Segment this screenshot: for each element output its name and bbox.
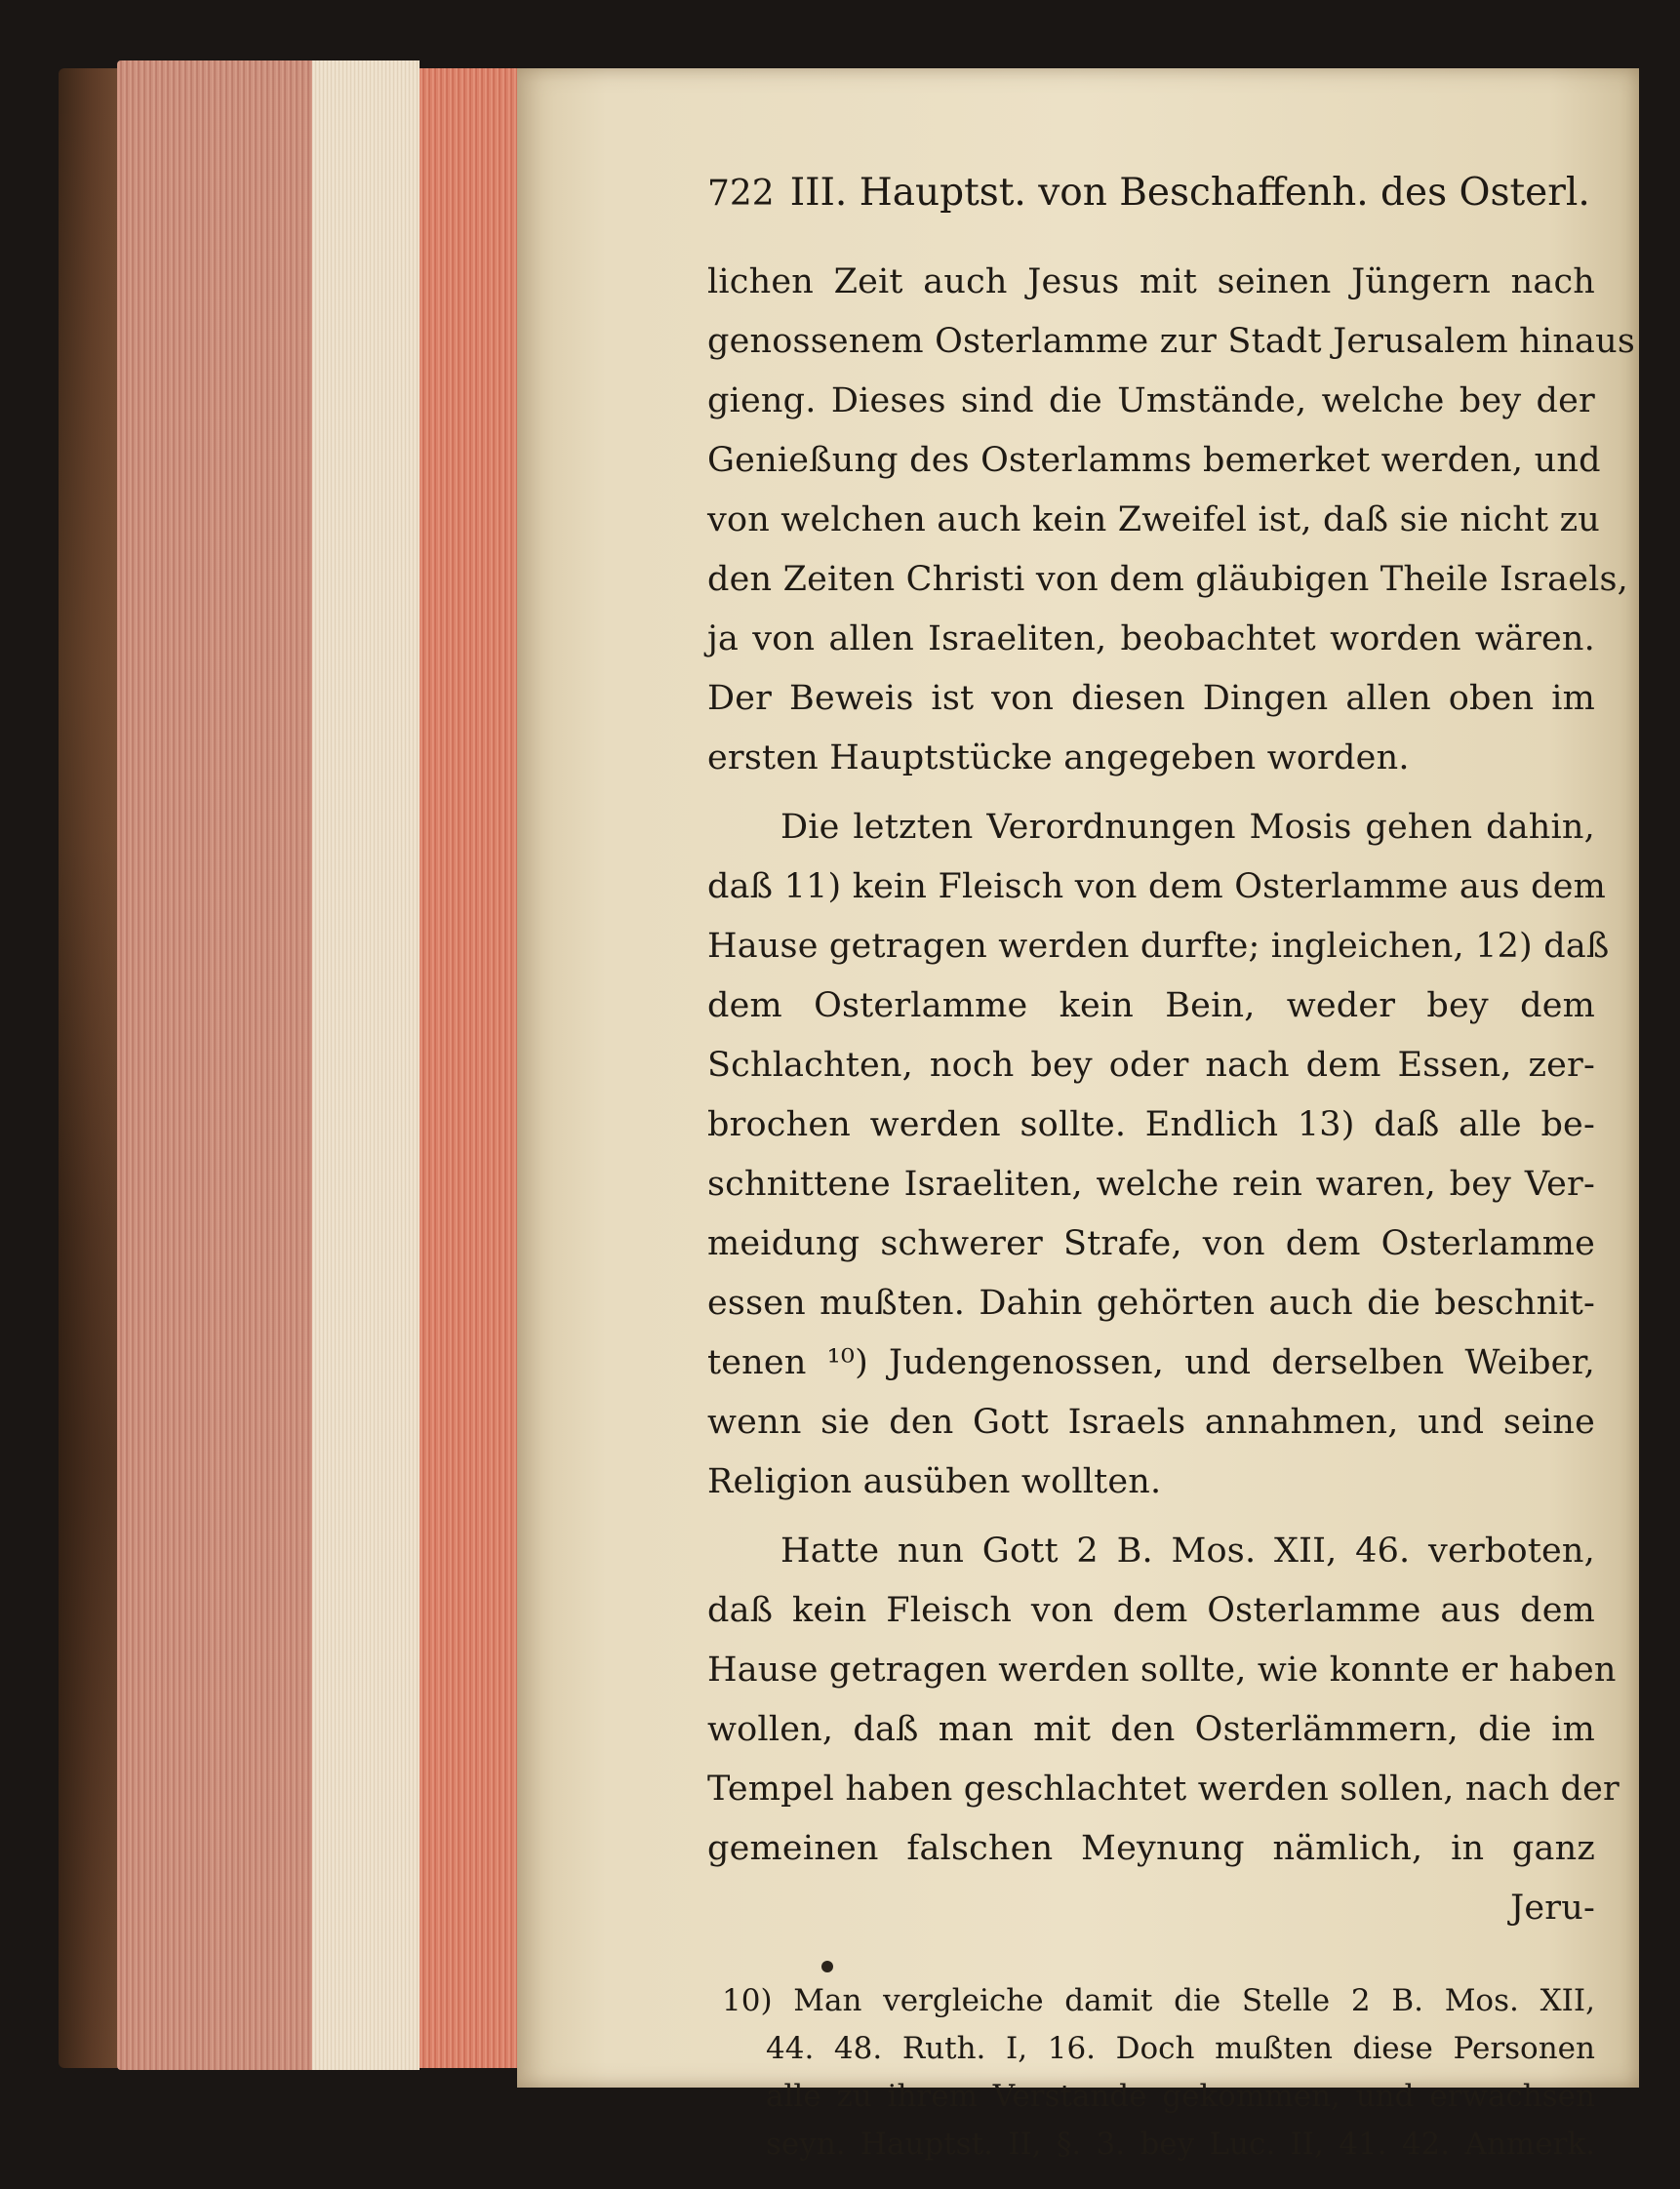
body-text — [707, 253, 1636, 1938]
text-line: Tempel haben geschlachtet werden sollen, nach der — [707, 1770, 1620, 1809]
page-edges — [420, 68, 527, 2068]
text-line: brochen werden sollte. Endlich 13) daß alle be- — [707, 1105, 1595, 1144]
text-line: Schlachten, noch bey oder nach dem Essen, zer- — [707, 1046, 1595, 1085]
text-line: dem Osterlamme kein Bein, weder bey dem — [707, 986, 1595, 1025]
catchword: Jeru- — [1510, 1889, 1595, 1928]
text-line: ersten Hauptstücke angegeben worden. — [707, 738, 1410, 777]
footnote-line: seyn. Hauptst. II, §. 3. bey Luc. II, 41. 42. Anmerk. — [766, 2127, 1595, 2162]
left-page-edge — [312, 60, 420, 2070]
text-line: wenn sie den Gott Israels annahmen, und seine — [707, 1403, 1595, 1442]
text-line: schnittene Israeliten, welche rein waren, bey Ver- — [707, 1165, 1595, 1204]
book-page — [517, 68, 1639, 2162]
text-line: wollen, daß man mit den Osterlämmern, die im — [707, 1710, 1595, 1749]
text-line: Hause getragen werden durfte; ingleichen, 12) daß — [707, 927, 1610, 966]
page-number: 722 — [707, 174, 775, 214]
text-line: Hatte nun Gott 2 B. Mos. XII, 46. verboten, — [780, 1532, 1595, 1571]
page-text — [707, 171, 1636, 2169]
text-line: Die letzten Verordnungen Mosis gehen dahin, — [780, 808, 1595, 847]
text-line: Religion ausüben wollten. — [707, 1462, 1162, 1501]
text-line: lichen Zeit auch Jesus mit seinen Jüngern nach — [707, 262, 1595, 301]
text-line: genossenem Osterlamme zur Stadt Jerusalem hinaus — [707, 322, 1636, 361]
running-header — [707, 171, 1595, 239]
running-title: III. Hauptst. von Beschaffenh. des Osterl. — [789, 171, 1590, 215]
text-line: Genießung des Osterlamms bemerket werden, und — [707, 441, 1601, 480]
footnotes — [707, 1977, 1595, 2169]
text-line: ja von allen Israeliten, beobachtet worden wären. — [707, 619, 1595, 658]
text-line: gemeinen falschen Meynung nämlich, in ganz — [707, 1829, 1595, 1868]
text-line: tenen ¹⁰) Judengenossen, und derselben Weiber, — [707, 1343, 1595, 1382]
text-line: Der Beweis ist von diesen Dingen allen oben im — [707, 679, 1595, 718]
footnote-line: 44. 48. Ruth. I, 16. Doch mußten diese Personen — [766, 2031, 1595, 2066]
text-line: den Zeiten Christi von dem gläubigen Theile Israels, — [707, 560, 1628, 599]
text-line: daß 11) kein Fleisch von dem Osterlamme aus dem — [707, 867, 1607, 906]
footnote-line: alle zu ihrem Verstande gekommen, und erwachsen — [766, 2079, 1595, 2114]
text-line: meidung schwerer Strafe, von dem Osterlamme — [707, 1224, 1595, 1263]
text-line: von welchen auch kein Zweifel ist, daß sie nicht zu — [707, 500, 1601, 539]
text-line: Hause getragen werden sollte, wie konnte er haben — [707, 1651, 1617, 1690]
left-page-block — [117, 60, 420, 2070]
text-line: essen mußten. Dahin gehörten auch die beschnit- — [707, 1284, 1595, 1323]
footnote-line: 10) Man vergleiche damit die Stelle 2 B. Mos. XII, — [722, 1983, 1595, 2018]
text-line: daß kein Fleisch von dem Osterlamme aus dem — [707, 1591, 1595, 1630]
text-line: gieng. Dieses sind die Umstände, welche bey der — [707, 381, 1595, 420]
ink-spot — [821, 1961, 833, 1972]
